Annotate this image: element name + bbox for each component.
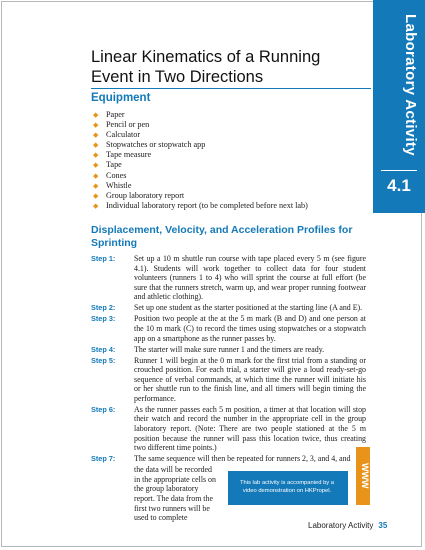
bullet-icon: ◆ — [93, 181, 99, 190]
procedure-step — [91, 254, 366, 302]
equipment-item-label: Stopwatches or stopwatch app — [106, 140, 206, 150]
step-label: Step 3: — [91, 314, 116, 324]
list-item — [93, 181, 363, 191]
equipment-item-label: Tape measure — [106, 150, 152, 160]
footer-label: Laboratory Activity — [308, 521, 374, 530]
equipment-item-label: Individual laboratory report (to be completed before next lab) — [106, 200, 308, 210]
procedure-step — [91, 303, 366, 313]
list-item — [93, 160, 363, 170]
video-callout-text: This lab activity is accompanied by a video demonstration on HKPropel. — [239, 480, 335, 494]
step-text: The same sequence will then be repeated for runners 2, 3, and 4, and — [134, 454, 351, 464]
equipment-list — [93, 110, 363, 211]
bullet-icon: ◆ — [93, 151, 99, 160]
step-label: Step 2: — [91, 303, 116, 313]
bullet-icon: ◆ — [93, 131, 99, 140]
step-text: Set up one student as the starter positioned at the starting line (A and E). — [134, 303, 363, 313]
page-number: 35 — [378, 521, 388, 530]
list-item — [93, 140, 363, 150]
step-label: Step 5: — [91, 355, 116, 365]
equipment-item-label: Whistle — [106, 180, 132, 190]
page-title: Linear Kinematics of a Running Event in Two Directions — [91, 48, 321, 86]
equipment-item-label: Cones — [106, 170, 127, 180]
step-text: As the runner passes each 5 m position, a timer at that location will stop their watch and record the number in the appropriate cell in the group laboratory report. (Note: There are two people stationed at the 5 m position because the runner will pass this location twice, thus creating two different time points.) — [134, 404, 366, 453]
step-label: Step 1: — [91, 254, 116, 263]
equipment-heading: Equipment — [91, 92, 151, 104]
step-label: Step 6: — [91, 404, 116, 414]
equipment-item-label: Paper — [106, 110, 125, 119]
procedure-step — [91, 356, 366, 404]
step-label: Step 7: — [91, 454, 116, 464]
bullet-icon: ◆ — [93, 161, 99, 170]
activity-number: 4.1 — [387, 176, 411, 195]
bullet-icon: ◆ — [93, 171, 99, 180]
list-item — [93, 150, 363, 160]
side-tab — [373, 0, 425, 213]
side-tab-divider — [381, 170, 417, 171]
procedure-step — [91, 345, 366, 355]
www-tag — [356, 447, 370, 505]
bullet-icon: ◆ — [93, 141, 99, 150]
bullet-icon: ◆ — [93, 201, 99, 210]
procedure-heading: Displacement, Velocity, and Acceleration Profiles for Sprinting — [91, 224, 353, 249]
page-footer — [308, 521, 408, 530]
procedure-step — [91, 405, 366, 453]
list-item — [93, 171, 363, 181]
list-item — [93, 191, 363, 201]
www-label: WWW — [360, 463, 370, 489]
list-item — [93, 110, 363, 120]
list-item — [93, 201, 363, 211]
step-text: Runner 1 will begin at the 0 m mark for the first trial from a standing or crouched position. For each trial, a starter will give a loud ready-set-go sequence of verbal commands, at which time the runner will initiate his or her shuttle run to the finish line, and all timers will begin timing the performance. — [134, 355, 366, 403]
list-item — [93, 120, 363, 130]
equipment-item-label: Pencil or pen — [106, 120, 150, 130]
step-text: The starter will make sure runner 1 and the timers are ready. — [134, 344, 325, 354]
procedure-step — [91, 314, 366, 343]
equipment-item-label: Tape — [106, 160, 122, 170]
bullet-icon: ◆ — [93, 111, 99, 119]
equipment-item-label: Calculator — [106, 130, 141, 140]
list-item — [93, 130, 363, 140]
step-text: the data will be recorded in the appropriate cells on the group laboratory report. The data from the first two runners will be used to complete — [134, 465, 216, 523]
title-divider — [91, 88, 371, 89]
step-text: Position two people at the at the 5 m mark (B and D) and one person at the 10 m mark (C) to record the times using stopwatches or a stopwatch app on a smartphone as the runner passes by. — [134, 314, 366, 343]
procedure-step — [91, 454, 366, 464]
bullet-icon: ◆ — [93, 191, 99, 200]
video-callout — [228, 471, 348, 505]
side-tab-title: Laboratory Activity — [402, 14, 419, 156]
step-text: Set up a 10 m shuttle run course with tape placed every 5 m (see figure 4.1). Students will work together to collect data for four student volunteers (runners 1 to 4) who will sprint the course at full effort (be sure that the runners stretch, warm up, and wear proper running footwear and athletic clothing). — [134, 254, 366, 302]
bullet-icon: ◆ — [93, 121, 99, 130]
step-label: Step 4: — [91, 344, 116, 354]
equipment-item-label: Group laboratory report — [106, 190, 185, 200]
